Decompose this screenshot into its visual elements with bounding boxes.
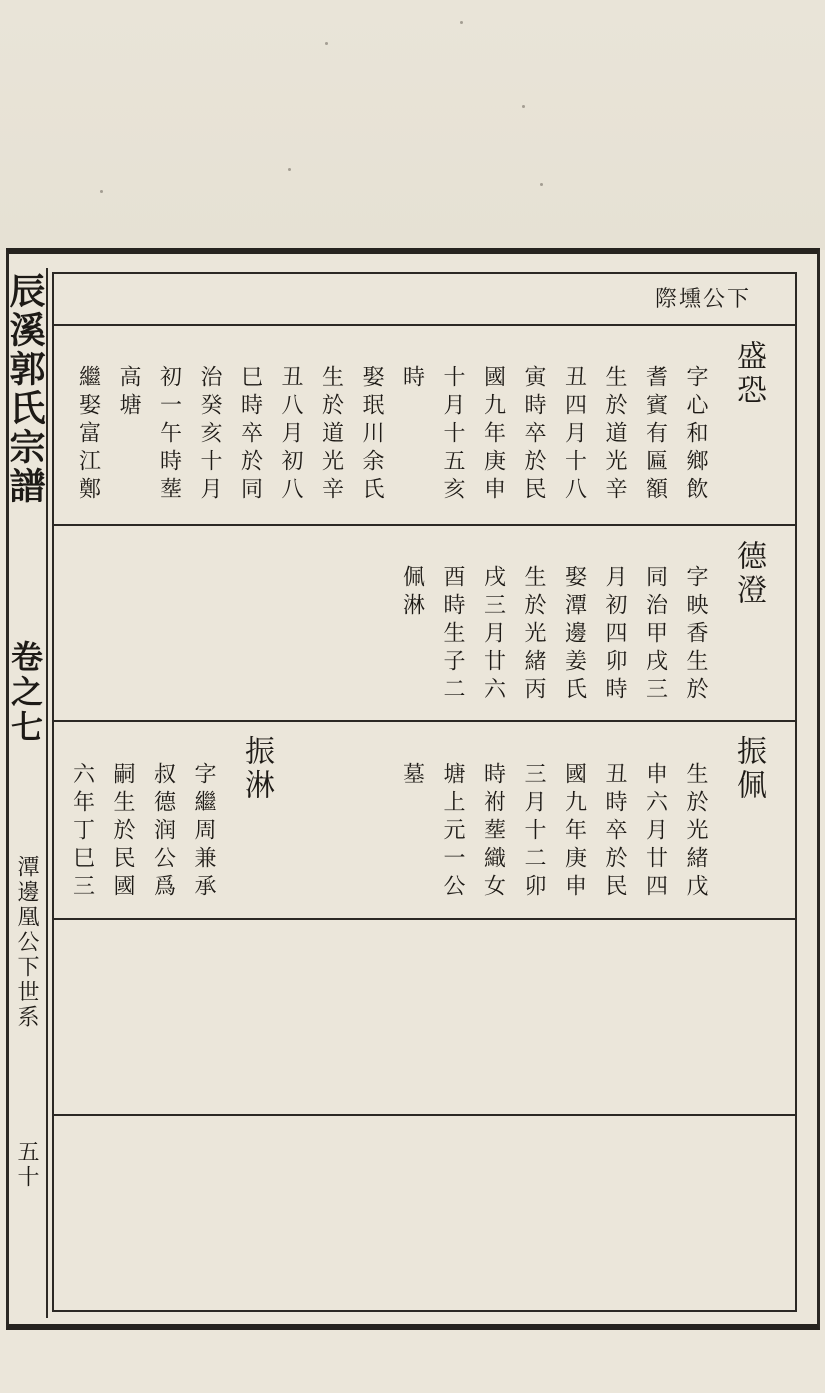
text-column: 丑時卒於民 — [602, 762, 627, 902]
text-column: 六年丁巳三 — [69, 762, 95, 902]
section-subtitle: 潭邊凰公下世系 — [14, 855, 39, 1030]
text-column: 生於道光辛 — [602, 365, 627, 505]
paper-speck — [325, 42, 328, 45]
branch-header: 際壎公下 — [655, 287, 752, 312]
text-column: 叔德润公爲 — [150, 762, 176, 902]
text-column: 丑四月十八 — [561, 365, 587, 505]
text-column: 娶珉川余氏 — [359, 365, 384, 505]
text-column: 初一午時塟 — [156, 365, 182, 505]
person-name: 盛恐 — [731, 340, 766, 408]
grid-divider — [54, 918, 795, 920]
person-name: 德澄 — [731, 540, 766, 608]
volume-label: 卷之七 — [6, 640, 44, 745]
text-column: 丑八月初八 — [278, 365, 303, 505]
book-title: 辰溪郭氏宗譜 — [4, 272, 46, 506]
paper-speck — [522, 105, 525, 108]
text-column: 時 — [399, 365, 425, 393]
text-column: 高塘 — [116, 365, 141, 421]
person-name: 振佩 — [731, 735, 766, 803]
text-column: 國九年庚申 — [480, 365, 506, 505]
text-column: 娶潭邊姜氏 — [561, 565, 587, 705]
text-column: 寅時卒於民 — [521, 365, 546, 505]
paper-speck — [100, 190, 103, 193]
text-column: 繼娶富江鄭 — [75, 365, 101, 505]
text-column: 耆賓有匾額 — [642, 365, 668, 505]
text-column: 國九年庚申 — [561, 762, 587, 902]
text-column: 治癸亥十月 — [197, 365, 222, 505]
text-column: 申六月廿四 — [642, 762, 668, 902]
text-column: 生於光緒戊 — [683, 762, 708, 902]
text-column: 字映香生於 — [683, 565, 708, 705]
text-column: 巳時卒於同 — [237, 365, 263, 505]
page-number: 五十 — [14, 1140, 39, 1190]
text-column: 塘上元一公 — [440, 762, 465, 902]
text-column: 生於道光辛 — [318, 365, 344, 505]
text-column: 嗣生於民國 — [110, 762, 135, 902]
grid-divider — [54, 524, 795, 526]
text-column: 字繼周兼承 — [191, 762, 216, 902]
text-column: 佩淋 — [399, 565, 425, 621]
text-column: 戌三月廿六 — [480, 565, 506, 705]
paper-speck — [288, 168, 291, 171]
text-column: 字心和鄉飲 — [683, 365, 708, 505]
grid-divider — [54, 720, 795, 722]
text-column: 十月十五亥 — [440, 365, 465, 505]
text-column: 三月十二卯 — [521, 762, 546, 902]
text-column: 月初四卯時 — [602, 565, 627, 705]
grid-divider — [54, 1114, 795, 1116]
text-column: 酉時生子二 — [440, 565, 465, 705]
paper-speck — [460, 21, 463, 24]
person-name: 振淋 — [239, 735, 274, 803]
grid-divider — [54, 324, 795, 326]
paper-speck — [540, 183, 543, 186]
text-column: 生於光緒丙 — [521, 565, 546, 705]
text-column: 墓 — [399, 762, 425, 790]
text-column: 時祔塟織女 — [480, 762, 506, 902]
text-column: 同治甲戌三 — [642, 565, 668, 705]
paper-top-margin — [0, 0, 825, 250]
